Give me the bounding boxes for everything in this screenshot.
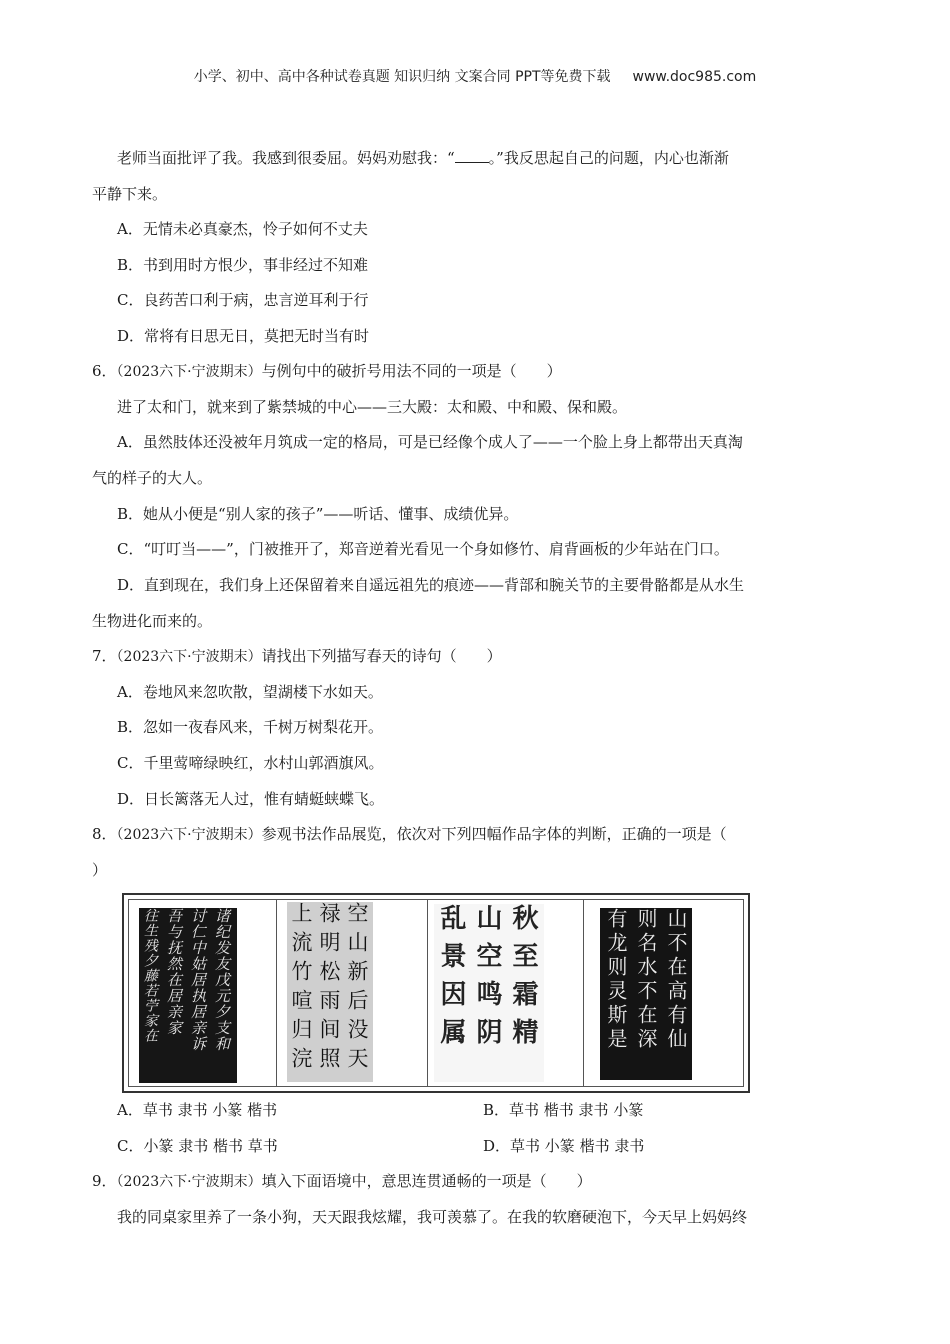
cursive-col-4: 往生残夕藤若苧家在: [142, 908, 158, 1043]
q5-option-d: D．常将有日思无日，莫把无时当有时: [117, 327, 370, 345]
q8-option-a: A．草书 隶书 小篆 楷书: [117, 1101, 278, 1119]
q9-stem: 9．（2023六下·宁波期末）填入下面语境中，意思连贯通畅的一项是（ ）: [92, 1172, 592, 1190]
q6-example: 进了太和门，就来到了紫禁城的中心——三大殿：太和殿、中和殿、保和殿。: [117, 398, 628, 416]
calligraphy-cursive-panel: [139, 908, 237, 1083]
q7-option-c: C．千里莺啼绿映红，水村山郭酒旗风。: [117, 754, 384, 772]
calligraphy-cell-2: [277, 900, 428, 1086]
calligraphy-seal-panel: [434, 904, 544, 1082]
calligraphy-clerical-panel: [600, 908, 692, 1080]
q8-stem-end: ）: [92, 861, 108, 879]
answer-blank: [455, 148, 489, 163]
calligraphy-cell-4: [584, 900, 749, 1086]
q5-option-c: C．良药苦口利于病，忠言逆耳利于行: [117, 291, 369, 309]
cursive-col-3: 吾与抚然在居亲家: [165, 908, 183, 1036]
q5-option-a: A．无情未必真豪杰，怜子如何不丈夫: [117, 220, 368, 238]
q8-option-d: D．草书 小篆 楷书 隶书: [483, 1137, 645, 1155]
q6-option-a-line2: 气的样子的大人。: [92, 469, 213, 487]
q6-option-b: B．她从小便是“别人家的孩子”——听话、懂事、成绩优异。: [117, 505, 519, 523]
calligraphy-panel-table: [122, 893, 750, 1093]
q7-option-d: D．日长篱落无人过，惟有蜻蜓蛱蝶飞。: [117, 790, 385, 808]
q9-passage: 我的同桌家里养了一条小狗，天天跟我炫耀，我可羡慕了。在我的软磨硬泡下，今天早上妈妈终: [117, 1208, 748, 1226]
regular-col-2: 禄明松雨间照: [317, 902, 341, 1076]
clerical-col-1: 山不在高有仙: [664, 908, 688, 1052]
q6-option-a-line1: A．虽然肢体还没被年月筑成一定的格局，可是已经像个成人了——一个脸上身上都带出天真淘: [117, 433, 743, 451]
seal-col-2: 山空鸣阴: [472, 904, 502, 1056]
cursive-col-2: 讨仁中姑居执居亲诉: [189, 908, 207, 1052]
q6-option-d-line2: 生物进化而来的。: [92, 612, 213, 630]
page-header: [0, 66, 950, 86]
regular-col-1: 空山新后没天: [345, 902, 369, 1076]
header-text: 小学、初中、高中各种试卷真题 知识归纳 文案合同 PPT等免费下载: [193, 69, 611, 85]
q8-option-b: B．草书 楷书 隶书 小篆: [483, 1101, 644, 1119]
q5-stem-line1: 老师当面批评了我。我感到很委屈。妈妈劝慰我：“ 。”我反思起自己的问题，内心也渐渐: [117, 149, 729, 167]
q8-stem: 8．（2023六下·宁波期末）参观书法作品展览，依次对下列四幅作品字体的判断，正确的一项是（: [92, 825, 727, 843]
q8-option-c: C．小篆 隶书 楷书 草书: [117, 1137, 278, 1155]
calligraphy-cell-3: [428, 900, 584, 1086]
q6-option-d-line1: D．直到现在，我们身上还保留着来自遥远祖先的痕迹——背部和腕关节的主要骨骼都是从水生: [117, 576, 745, 594]
q5-option-b: B．书到用时方恨少，事非经过不知难: [117, 256, 369, 274]
calligraphy-regular-panel: [287, 902, 373, 1082]
cursive-col-1: 诸纪发友戊元夕支和: [213, 908, 231, 1052]
seal-col-3: 乱景因属: [436, 904, 466, 1056]
q7-option-b: B．忽如一夜春风来，千树万树梨花开。: [117, 718, 384, 736]
clerical-col-3: 有龙则灵斯是: [604, 908, 628, 1052]
q7-option-a: A．卷地风来忽吹散，望湖楼下水如天。: [117, 683, 383, 701]
calligraphy-cell-1: [129, 900, 277, 1086]
clerical-col-2: 则名水不在深: [634, 908, 658, 1052]
header-url[interactable]: www.doc985.com: [632, 69, 757, 85]
q5-stem-line2: 平静下来。: [92, 185, 168, 203]
regular-col-3: 上流竹喧归浣: [289, 902, 313, 1076]
q7-stem: 7．（2023六下·宁波期末）请找出下列描写春天的诗句（ ）: [92, 647, 502, 665]
q6-stem: 6．（2023六下·宁波期末）与例句中的破折号用法不同的一项是（ ）: [92, 362, 562, 380]
q6-option-c: C．“叮叮当——”，门被推开了，郑音逆着光看见一个身如修竹、肩背画板的少年站在门口。: [117, 540, 729, 558]
seal-col-1: 秋至霜精: [508, 904, 538, 1056]
